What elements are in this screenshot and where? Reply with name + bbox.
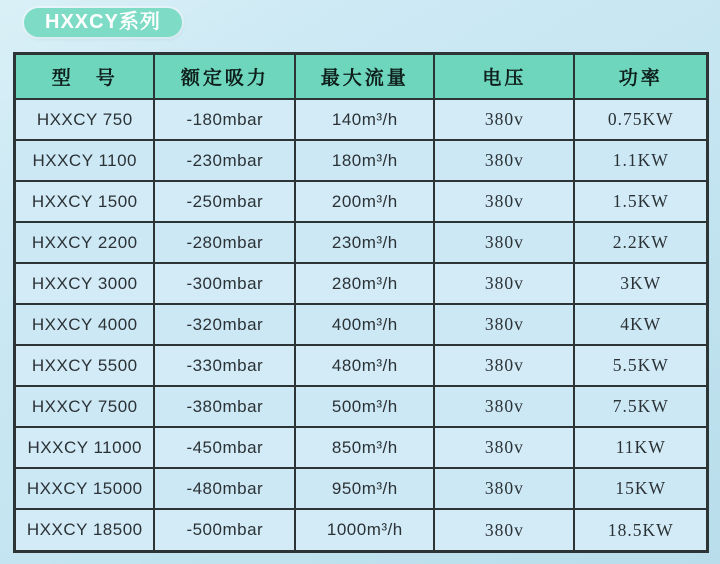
series-title-badge: HXXCY系列 <box>24 8 182 37</box>
cell-power: 7.5KW <box>574 386 707 427</box>
cell-suction: -230mbar <box>154 140 295 181</box>
cell-model: HXXCY 7500 <box>15 386 155 427</box>
cell-voltage: 380v <box>434 99 574 140</box>
cell-voltage: 380v <box>434 345 574 386</box>
cell-model: HXXCY 3000 <box>15 263 155 304</box>
cell-flow: 500m³/h <box>295 386 434 427</box>
cell-flow: 230m³/h <box>295 222 434 263</box>
table-row <box>15 99 708 140</box>
cell-voltage: 380v <box>434 468 574 509</box>
header-row <box>15 54 708 100</box>
cell-suction: -300mbar <box>154 263 295 304</box>
cell-flow: 400m³/h <box>295 304 434 345</box>
cell-suction: -500mbar <box>154 509 295 551</box>
table-row <box>15 345 708 386</box>
cell-model: HXXCY 1500 <box>15 181 155 222</box>
cell-voltage: 380v <box>434 509 574 551</box>
cell-power: 11KW <box>574 427 707 468</box>
table-row <box>15 181 708 222</box>
table-row <box>15 304 708 345</box>
cell-power: 18.5KW <box>574 509 707 551</box>
table-row <box>15 263 708 304</box>
cell-power: 1.1KW <box>574 140 707 181</box>
cell-model: HXXCY 15000 <box>15 468 155 509</box>
cell-voltage: 380v <box>434 140 574 181</box>
table-row <box>15 427 708 468</box>
col-header-power: 功率 <box>574 54 707 100</box>
cell-flow: 200m³/h <box>295 181 434 222</box>
cell-voltage: 380v <box>434 263 574 304</box>
cell-model: HXXCY 1100 <box>15 140 155 181</box>
cell-flow: 180m³/h <box>295 140 434 181</box>
cell-suction: -380mbar <box>154 386 295 427</box>
cell-model: HXXCY 750 <box>15 99 155 140</box>
cell-voltage: 380v <box>434 386 574 427</box>
table-row <box>15 468 708 509</box>
cell-model: HXXCY 4000 <box>15 304 155 345</box>
col-header-voltage: 电压 <box>434 54 574 100</box>
cell-model: HXXCY 5500 <box>15 345 155 386</box>
cell-power: 3KW <box>574 263 707 304</box>
cell-suction: -250mbar <box>154 181 295 222</box>
spec-table <box>13 52 709 553</box>
cell-power: 0.75KW <box>574 99 707 140</box>
cell-flow: 850m³/h <box>295 427 434 468</box>
cell-suction: -450mbar <box>154 427 295 468</box>
cell-power: 15KW <box>574 468 707 509</box>
cell-voltage: 380v <box>434 181 574 222</box>
cell-power: 4KW <box>574 304 707 345</box>
cell-suction: -320mbar <box>154 304 295 345</box>
col-header-suction: 额定吸力 <box>154 54 295 100</box>
cell-voltage: 380v <box>434 304 574 345</box>
table-row <box>15 386 708 427</box>
cell-voltage: 380v <box>434 427 574 468</box>
table-row <box>15 140 708 181</box>
cell-flow: 480m³/h <box>295 345 434 386</box>
cell-flow: 950m³/h <box>295 468 434 509</box>
cell-power: 2.2KW <box>574 222 707 263</box>
cell-suction: -280mbar <box>154 222 295 263</box>
cell-model: HXXCY 11000 <box>15 427 155 468</box>
cell-suction: -480mbar <box>154 468 295 509</box>
cell-voltage: 380v <box>434 222 574 263</box>
table-row <box>15 509 708 551</box>
cell-flow: 140m³/h <box>295 99 434 140</box>
table-row <box>15 222 708 263</box>
cell-model: HXXCY 2200 <box>15 222 155 263</box>
cell-model: HXXCY 18500 <box>15 509 155 551</box>
cell-power: 1.5KW <box>574 181 707 222</box>
cell-suction: -180mbar <box>154 99 295 140</box>
col-header-model: 型 号 <box>15 54 155 100</box>
cell-flow: 1000m³/h <box>295 509 434 551</box>
cell-power: 5.5KW <box>574 345 707 386</box>
col-header-flow: 最大流量 <box>295 54 434 100</box>
cell-suction: -330mbar <box>154 345 295 386</box>
cell-flow: 280m³/h <box>295 263 434 304</box>
